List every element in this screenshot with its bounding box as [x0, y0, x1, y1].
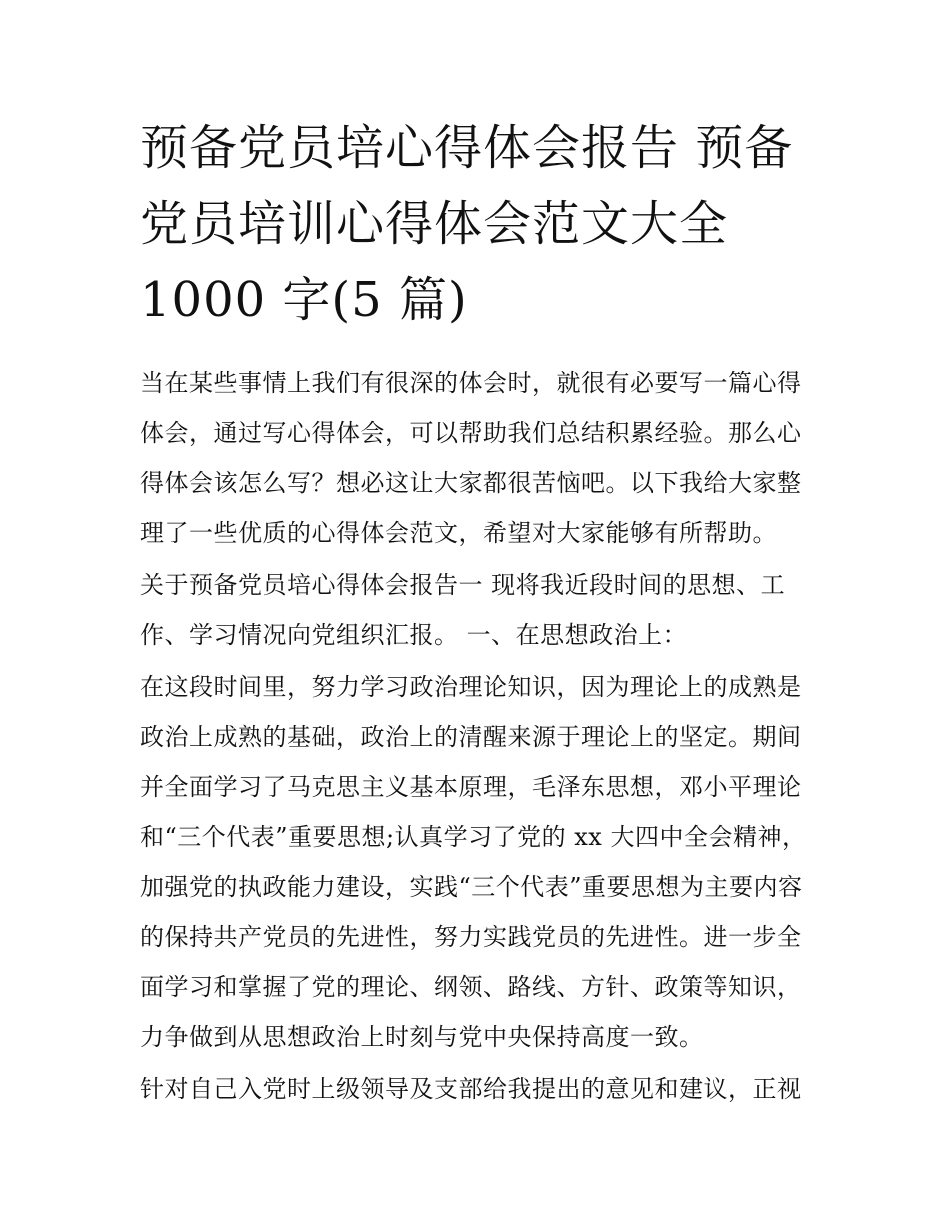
paragraph-intro: 当在某些事情上我们有很深的体会时，就很有必要写一篇心得体会，通过写心得体会，可以帮助我们总结积累经验。那么心得体会该怎么写？想必这让大家都很苦恼吧。以下我给大家整理了一些优质的心得体会范文，希望对大家能够有所帮助。	[140, 369, 802, 547]
paragraph-political-study: 在这段时间里，努力学习政治理论知识，因为理论上的成熟是政治上成熟的基础，政治上的清醒来源于理论上的坚定。期间并全面学习了马克思主义基本原理，毛泽东思想，邓小平理论和“三个代表”重要思想;认真学习了党的 xx 大四中全会精神，加强党的执政能力建设，实践“三个代表”重要思想为主要内容的保持共产党员的先进性，努力实践党员的先进性。进一步全面学习和掌握了党的理论、纲领、路线、方针、政策等知识，力争做到从思想政治上时刻与党中央保持高度一致。	[140, 673, 807, 1051]
paragraph-report-heading: 关于预备党员培心得体会报告一 现将我近段时间的思想、工作、学习情况向党组织汇报。 一、在思想政治上：	[140, 571, 786, 649]
document-page	[140, 110, 820, 1116]
paragraph-feedback: 针对自己入党时上级领导及支部给我提出的意见和建议，正视	[140, 1075, 802, 1103]
document-title: 预备党员培心得体会报告 预备党员培训心得体会范文大全 1000 字(5 篇)	[140, 120, 794, 328]
